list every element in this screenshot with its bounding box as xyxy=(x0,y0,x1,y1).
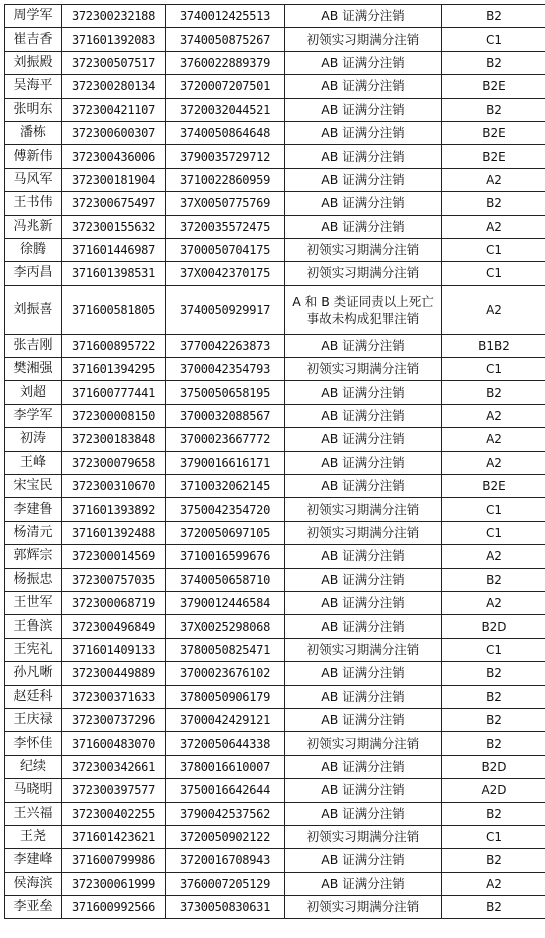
cell-name: 潘栋 xyxy=(5,121,62,144)
table-row xyxy=(5,521,545,544)
cell-name: 刘振喜 xyxy=(5,285,62,334)
cell-name: 侯海滨 xyxy=(5,872,62,895)
cell-id-number: 371601423621 xyxy=(62,825,166,848)
cell-license-class: B2 xyxy=(442,51,545,74)
cell-name: 冯兆新 xyxy=(5,215,62,238)
cell-id-number: 372300232188 xyxy=(62,5,166,28)
table-row xyxy=(5,51,545,74)
cell-reason: AB 证满分注销 xyxy=(285,98,442,121)
cell-license-number: 3720050902122 xyxy=(166,825,285,848)
cell-name: 王鲁滨 xyxy=(5,615,62,638)
cell-id-number: 372300061999 xyxy=(62,872,166,895)
table-row xyxy=(5,685,545,708)
cell-license-class: C1 xyxy=(442,358,545,381)
cell-license-number: 3790035729712 xyxy=(166,145,285,168)
cell-license-class: A2 xyxy=(442,872,545,895)
cell-license-class: C1 xyxy=(442,238,545,261)
cell-license-class: B2 xyxy=(442,708,545,731)
cell-name: 郭辉宗 xyxy=(5,545,62,568)
cell-id-number: 372300181904 xyxy=(62,168,166,191)
cell-reason: 初领实习期满分注销 xyxy=(285,498,442,521)
cell-license-class: B2 xyxy=(442,685,545,708)
cell-id-number: 371601394295 xyxy=(62,358,166,381)
cell-id-number: 371600581805 xyxy=(62,285,166,334)
cell-reason: AB 证满分注销 xyxy=(285,381,442,404)
cell-license-class: C1 xyxy=(442,521,545,544)
cell-name: 王庆禄 xyxy=(5,708,62,731)
cell-reason: AB 证满分注销 xyxy=(285,404,442,427)
cell-name: 吴海平 xyxy=(5,75,62,98)
cell-reason: 初领实习期满分注销 xyxy=(285,28,442,51)
cell-id-number: 372300675497 xyxy=(62,192,166,215)
cell-reason: AB 证满分注销 xyxy=(285,849,442,872)
cell-name: 纪续 xyxy=(5,755,62,778)
cell-reason: AB 证满分注销 xyxy=(285,545,442,568)
cell-id-number: 371600777441 xyxy=(62,381,166,404)
cell-name: 李建鲁 xyxy=(5,498,62,521)
cell-license-class: B2D xyxy=(442,615,545,638)
cell-license-number: 3750042354720 xyxy=(166,498,285,521)
cell-reason: AB 证满分注销 xyxy=(285,475,442,498)
cell-id-number: 372300757035 xyxy=(62,568,166,591)
table-row xyxy=(5,334,545,357)
cell-name: 初涛 xyxy=(5,428,62,451)
cell-id-number: 372300496849 xyxy=(62,615,166,638)
cell-reason: AB 证满分注销 xyxy=(285,75,442,98)
cell-license-number: 3700042354793 xyxy=(166,358,285,381)
cell-name: 孙凡晰 xyxy=(5,662,62,685)
cell-license-number: 3790012446584 xyxy=(166,591,285,614)
cell-reason: A 和 B 类证同责以上死亡事故未构成犯罪注销 xyxy=(285,285,442,334)
cell-name: 王尧 xyxy=(5,825,62,848)
table-row xyxy=(5,755,545,778)
cell-license-number: 3780050825471 xyxy=(166,638,285,661)
table-row xyxy=(5,708,545,731)
table-row xyxy=(5,896,545,919)
cell-license-class: A2 xyxy=(442,168,545,191)
cell-name: 徐腾 xyxy=(5,238,62,261)
cell-reason: AB 证满分注销 xyxy=(285,591,442,614)
cell-name: 杨清元 xyxy=(5,521,62,544)
cell-reason: AB 证满分注销 xyxy=(285,568,442,591)
cell-license-number: 3740050658710 xyxy=(166,568,285,591)
cell-id-number: 371601409133 xyxy=(62,638,166,661)
cell-license-class: A2 xyxy=(442,428,545,451)
cell-license-class: B2 xyxy=(442,192,545,215)
cell-license-class: B2 xyxy=(442,802,545,825)
cell-license-class: B2E xyxy=(442,475,545,498)
cell-id-number: 371601392083 xyxy=(62,28,166,51)
cell-license-number: 3770042263873 xyxy=(166,334,285,357)
table-row xyxy=(5,825,545,848)
cell-license-class: C1 xyxy=(442,498,545,521)
table-row xyxy=(5,428,545,451)
cell-name: 王兴福 xyxy=(5,802,62,825)
cell-reason: AB 证满分注销 xyxy=(285,615,442,638)
cell-license-class: A2 xyxy=(442,215,545,238)
cell-id-number: 372300436006 xyxy=(62,145,166,168)
table-row xyxy=(5,168,545,191)
cell-id-number: 371600483070 xyxy=(62,732,166,755)
cell-license-number: 3740012425513 xyxy=(166,5,285,28)
cell-reason: 初领实习期满分注销 xyxy=(285,732,442,755)
cell-license-number: 3720050644338 xyxy=(166,732,285,755)
table-row xyxy=(5,28,545,51)
table-row xyxy=(5,262,545,285)
cell-license-class: B2E xyxy=(442,75,545,98)
cell-license-number: 3750050658195 xyxy=(166,381,285,404)
table-row xyxy=(5,238,545,261)
table-row xyxy=(5,475,545,498)
cell-reason: 初领实习期满分注销 xyxy=(285,358,442,381)
cell-id-number: 372300421107 xyxy=(62,98,166,121)
cell-name: 赵廷科 xyxy=(5,685,62,708)
cell-reason: AB 证满分注销 xyxy=(285,872,442,895)
cell-reason: 初领实习期满分注销 xyxy=(285,896,442,919)
cell-id-number: 371600799986 xyxy=(62,849,166,872)
cell-id-number: 372300014569 xyxy=(62,545,166,568)
cell-id-number: 371601446987 xyxy=(62,238,166,261)
cell-license-class: A2 xyxy=(442,545,545,568)
cell-id-number: 371601393892 xyxy=(62,498,166,521)
cell-name: 李亚垒 xyxy=(5,896,62,919)
table-row xyxy=(5,381,545,404)
cell-license-number: 3710016599676 xyxy=(166,545,285,568)
cell-reason: AB 证满分注销 xyxy=(285,428,442,451)
cell-id-number: 372300155632 xyxy=(62,215,166,238)
cell-license-class: C1 xyxy=(442,28,545,51)
table-row xyxy=(5,591,545,614)
cell-license-class: B2E xyxy=(442,145,545,168)
table-row xyxy=(5,802,545,825)
cell-license-class: B2 xyxy=(442,732,545,755)
cell-license-number: 3720050697105 xyxy=(166,521,285,544)
cell-reason: 初领实习期满分注销 xyxy=(285,638,442,661)
cell-license-class: B2 xyxy=(442,381,545,404)
table-row xyxy=(5,615,545,638)
cell-license-number: 3710032062145 xyxy=(166,475,285,498)
cell-license-number: 3780050906179 xyxy=(166,685,285,708)
cell-name: 周学军 xyxy=(5,5,62,28)
cell-license-number: 3700032088567 xyxy=(166,404,285,427)
cell-id-number: 372300737296 xyxy=(62,708,166,731)
cell-license-number: 37X0050775769 xyxy=(166,192,285,215)
cell-license-class: B2 xyxy=(442,5,545,28)
table-row xyxy=(5,638,545,661)
cell-license-class: C1 xyxy=(442,638,545,661)
cell-name: 樊湘强 xyxy=(5,358,62,381)
cell-id-number: 372300068719 xyxy=(62,591,166,614)
cell-id-number: 371600992566 xyxy=(62,896,166,919)
cell-name: 刘超 xyxy=(5,381,62,404)
cell-id-number: 372300183848 xyxy=(62,428,166,451)
cell-name: 王世军 xyxy=(5,591,62,614)
cell-reason: AB 证满分注销 xyxy=(285,662,442,685)
cell-name: 李丙昌 xyxy=(5,262,62,285)
table-row xyxy=(5,872,545,895)
cell-id-number: 371601392488 xyxy=(62,521,166,544)
cell-license-number: 3700023667772 xyxy=(166,428,285,451)
table-row xyxy=(5,849,545,872)
cell-id-number: 372300079658 xyxy=(62,451,166,474)
cell-reason: AB 证满分注销 xyxy=(285,215,442,238)
cell-id-number: 371600895722 xyxy=(62,334,166,357)
cell-license-class: C1 xyxy=(442,262,545,285)
revocation-table xyxy=(4,4,545,919)
table-row xyxy=(5,358,545,381)
table-row xyxy=(5,545,545,568)
cell-license-number: 3710022860959 xyxy=(166,168,285,191)
cell-license-class: B2E xyxy=(442,121,545,144)
cell-name: 张吉刚 xyxy=(5,334,62,357)
cell-reason: 初领实习期满分注销 xyxy=(285,262,442,285)
cell-license-number: 3720032044521 xyxy=(166,98,285,121)
table-row xyxy=(5,98,545,121)
cell-license-number: 3700050704175 xyxy=(166,238,285,261)
cell-id-number: 371601398531 xyxy=(62,262,166,285)
cell-reason: AB 证满分注销 xyxy=(285,779,442,802)
table-row xyxy=(5,145,545,168)
cell-name: 李学军 xyxy=(5,404,62,427)
cell-license-number: 3700042429121 xyxy=(166,708,285,731)
cell-license-class: B2 xyxy=(442,98,545,121)
cell-name: 宋宝民 xyxy=(5,475,62,498)
table-row xyxy=(5,779,545,802)
cell-name: 杨振忠 xyxy=(5,568,62,591)
cell-id-number: 372300507517 xyxy=(62,51,166,74)
table-row xyxy=(5,662,545,685)
table-row xyxy=(5,285,545,334)
cell-reason: AB 证满分注销 xyxy=(285,192,442,215)
cell-license-class: B2 xyxy=(442,568,545,591)
cell-id-number: 372300310670 xyxy=(62,475,166,498)
cell-id-number: 372300280134 xyxy=(62,75,166,98)
table-row xyxy=(5,451,545,474)
cell-license-number: 3760007205129 xyxy=(166,872,285,895)
cell-license-class: B2 xyxy=(442,896,545,919)
cell-license-number: 37X0042370175 xyxy=(166,262,285,285)
cell-license-class: A2D xyxy=(442,779,545,802)
cell-license-number: 3720007207501 xyxy=(166,75,285,98)
table-row xyxy=(5,75,545,98)
cell-license-number: 3790042537562 xyxy=(166,802,285,825)
cell-name: 王书伟 xyxy=(5,192,62,215)
cell-license-class: A2 xyxy=(442,451,545,474)
cell-license-class: B2D xyxy=(442,755,545,778)
cell-reason: AB 证满分注销 xyxy=(285,5,442,28)
cell-id-number: 372300008150 xyxy=(62,404,166,427)
cell-license-number: 3780016610007 xyxy=(166,755,285,778)
cell-license-number: 37X0025298068 xyxy=(166,615,285,638)
cell-license-number: 3740050875267 xyxy=(166,28,285,51)
cell-license-class: A2 xyxy=(442,591,545,614)
cell-name: 崔吉香 xyxy=(5,28,62,51)
cell-license-class: C1 xyxy=(442,825,545,848)
cell-reason: AB 证满分注销 xyxy=(285,121,442,144)
table-row xyxy=(5,5,545,28)
cell-name: 王峰 xyxy=(5,451,62,474)
cell-license-number: 3740050929917 xyxy=(166,285,285,334)
cell-id-number: 372300342661 xyxy=(62,755,166,778)
cell-license-number: 3700023676102 xyxy=(166,662,285,685)
cell-name: 傅新伟 xyxy=(5,145,62,168)
cell-license-number: 3790016616171 xyxy=(166,451,285,474)
cell-license-number: 3750016642644 xyxy=(166,779,285,802)
cell-license-class: A2 xyxy=(442,285,545,334)
table-row xyxy=(5,404,545,427)
cell-name: 李建峰 xyxy=(5,849,62,872)
cell-name: 马风军 xyxy=(5,168,62,191)
table-body xyxy=(5,5,545,919)
table-row xyxy=(5,568,545,591)
cell-reason: AB 证满分注销 xyxy=(285,451,442,474)
cell-reason: 初领实习期满分注销 xyxy=(285,238,442,261)
cell-license-number: 3720035572475 xyxy=(166,215,285,238)
cell-reason: AB 证满分注销 xyxy=(285,708,442,731)
cell-reason: AB 证满分注销 xyxy=(285,755,442,778)
cell-license-class: A2 xyxy=(442,404,545,427)
cell-license-class: B1B2 xyxy=(442,334,545,357)
cell-id-number: 372300600307 xyxy=(62,121,166,144)
cell-reason: AB 证满分注销 xyxy=(285,168,442,191)
cell-reason: AB 证满分注销 xyxy=(285,334,442,357)
cell-license-number: 3740050864648 xyxy=(166,121,285,144)
cell-reason: AB 证满分注销 xyxy=(285,51,442,74)
cell-reason: AB 证满分注销 xyxy=(285,145,442,168)
cell-reason: 初领实习期满分注销 xyxy=(285,521,442,544)
cell-reason: 初领实习期满分注销 xyxy=(285,825,442,848)
cell-name: 王宪礼 xyxy=(5,638,62,661)
cell-license-number: 3720016708943 xyxy=(166,849,285,872)
cell-license-number: 3730050830631 xyxy=(166,896,285,919)
table-row xyxy=(5,215,545,238)
cell-reason: AB 证满分注销 xyxy=(285,802,442,825)
table-row xyxy=(5,732,545,755)
cell-id-number: 372300371633 xyxy=(62,685,166,708)
cell-name: 李怀佳 xyxy=(5,732,62,755)
table-row xyxy=(5,192,545,215)
cell-reason: AB 证满分注销 xyxy=(285,685,442,708)
cell-name: 张明东 xyxy=(5,98,62,121)
cell-license-class: B2 xyxy=(442,849,545,872)
cell-name: 马晓明 xyxy=(5,779,62,802)
cell-id-number: 372300397577 xyxy=(62,779,166,802)
cell-id-number: 372300402255 xyxy=(62,802,166,825)
cell-license-number: 3760022889379 xyxy=(166,51,285,74)
cell-id-number: 372300449889 xyxy=(62,662,166,685)
cell-name: 刘振殿 xyxy=(5,51,62,74)
cell-license-class: B2 xyxy=(442,662,545,685)
table-row xyxy=(5,498,545,521)
table-row xyxy=(5,121,545,144)
